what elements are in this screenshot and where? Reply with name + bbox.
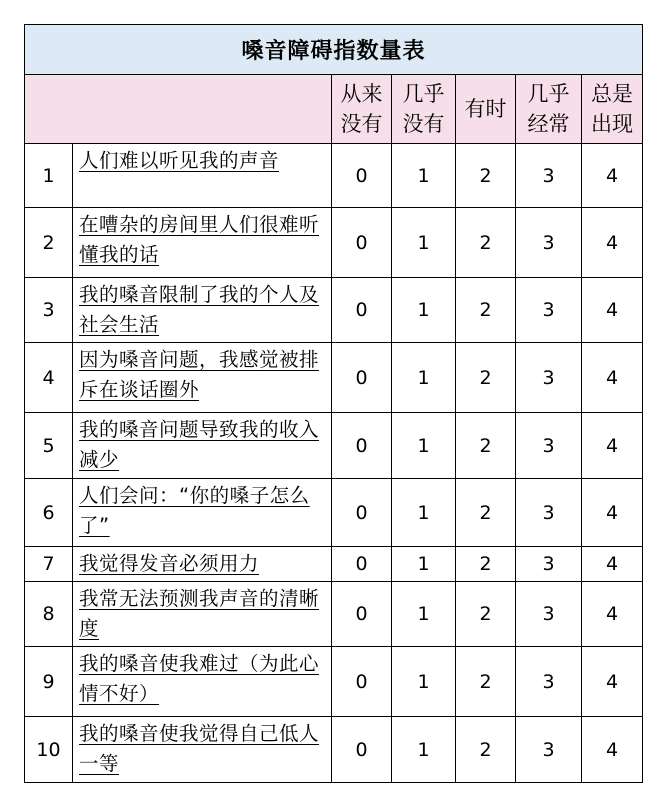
score-cell: 2	[456, 717, 516, 783]
score-cell: 2	[456, 343, 516, 413]
score-cell: 0	[332, 547, 392, 582]
score-cell: 1	[392, 479, 456, 547]
score-cell: 0	[332, 582, 392, 647]
voice-handicap-index-table	[24, 24, 643, 783]
score-cell: 2	[456, 208, 516, 278]
score-cell: 4	[582, 647, 643, 717]
score-cell: 0	[332, 208, 392, 278]
score-cell: 4	[582, 144, 643, 208]
row-number: 6	[25, 479, 73, 547]
item-text: 我的嗓音限制了我的个人及社会生活	[73, 278, 332, 343]
item-text: 人们会问：“你的嗓子怎么了”	[73, 479, 332, 547]
score-cell: 3	[516, 343, 582, 413]
col-header-almost-always: 几乎 经常	[516, 75, 582, 144]
col-header-never: 从来 没有	[332, 75, 392, 144]
table-row	[25, 717, 643, 783]
score-cell: 3	[516, 479, 582, 547]
row-number: 4	[25, 343, 73, 413]
item-text: 在嘈杂的房间里人们很难听懂我的话	[73, 208, 332, 278]
row-number: 9	[25, 647, 73, 717]
score-cell: 4	[582, 479, 643, 547]
row-number: 1	[25, 144, 73, 208]
score-cell: 2	[456, 647, 516, 717]
item-text: 我常无法预测我声音的清晰度	[73, 582, 332, 647]
score-cell: 3	[516, 278, 582, 343]
score-cell: 1	[392, 144, 456, 208]
score-cell: 0	[332, 343, 392, 413]
table-row	[25, 278, 643, 343]
table-row	[25, 479, 643, 547]
row-number: 10	[25, 717, 73, 783]
score-cell: 2	[456, 144, 516, 208]
table-row	[25, 582, 643, 647]
score-cell: 0	[332, 647, 392, 717]
row-number: 7	[25, 547, 73, 582]
item-text: 我的嗓音问题导致我的收入减少	[73, 413, 332, 479]
score-cell: 3	[516, 717, 582, 783]
table-row	[25, 208, 643, 278]
col-header-always: 总是 出现	[582, 75, 643, 144]
score-cell: 2	[456, 413, 516, 479]
score-cell: 4	[582, 208, 643, 278]
column-header-row	[25, 75, 643, 144]
header-blank-cell	[25, 75, 332, 144]
score-cell: 2	[456, 547, 516, 582]
col-header-almost-never: 几乎 没有	[392, 75, 456, 144]
score-cell: 2	[456, 278, 516, 343]
score-cell: 3	[516, 547, 582, 582]
row-number: 3	[25, 278, 73, 343]
score-cell: 1	[392, 208, 456, 278]
score-cell: 4	[582, 343, 643, 413]
score-cell: 1	[392, 647, 456, 717]
table-row	[25, 343, 643, 413]
score-cell: 0	[332, 413, 392, 479]
score-cell: 0	[332, 479, 392, 547]
score-cell: 1	[392, 547, 456, 582]
table-row	[25, 144, 643, 208]
score-cell: 3	[516, 208, 582, 278]
score-cell: 1	[392, 413, 456, 479]
table-row	[25, 413, 643, 479]
score-cell: 1	[392, 278, 456, 343]
score-cell: 1	[392, 582, 456, 647]
score-cell: 3	[516, 144, 582, 208]
score-cell: 4	[582, 717, 643, 783]
table-row	[25, 547, 643, 582]
score-cell: 2	[456, 479, 516, 547]
score-cell: 0	[332, 278, 392, 343]
row-number: 2	[25, 208, 73, 278]
score-cell: 0	[332, 717, 392, 783]
score-cell: 3	[516, 647, 582, 717]
item-text: 人们难以听见我的声音	[73, 144, 332, 208]
item-text: 我觉得发音必须用力	[73, 547, 332, 582]
score-cell: 2	[456, 582, 516, 647]
score-cell: 1	[392, 343, 456, 413]
score-cell: 3	[516, 582, 582, 647]
score-cell: 4	[582, 278, 643, 343]
table-row	[25, 647, 643, 717]
row-number: 5	[25, 413, 73, 479]
row-number: 8	[25, 582, 73, 647]
score-cell: 4	[582, 547, 643, 582]
item-text: 我的嗓音使我觉得自己低人一等	[73, 717, 332, 783]
score-cell: 1	[392, 717, 456, 783]
score-cell: 4	[582, 413, 643, 479]
item-text: 我的嗓音使我难过（为此心情不好）	[73, 647, 332, 717]
table-title: 嗓音障碍指数量表	[25, 25, 643, 75]
score-cell: 3	[516, 413, 582, 479]
score-cell: 0	[332, 144, 392, 208]
item-text: 因为嗓音问题，我感觉被排斥在谈话圈外	[73, 343, 332, 413]
col-header-sometimes: 有时	[456, 75, 516, 144]
score-cell: 4	[582, 582, 643, 647]
